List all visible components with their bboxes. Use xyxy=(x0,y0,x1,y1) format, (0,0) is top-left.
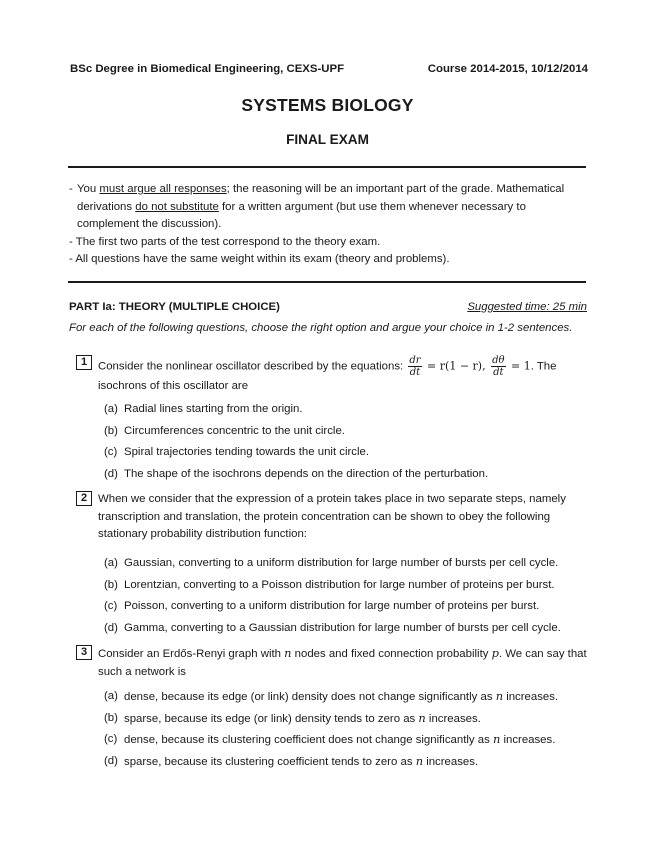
exam-subtitle: FINAL EXAM xyxy=(286,132,369,147)
part-header xyxy=(69,301,587,313)
instructions-notes xyxy=(69,181,587,269)
question-1-options xyxy=(104,402,588,488)
fraction-dr-dt: $\frac{dr}{dt}$ xyxy=(409,355,421,378)
note-same-weight: - All questions have the same weight within its exam (theory and problems). xyxy=(69,253,450,265)
emphasis-must-argue: must argue all responses xyxy=(99,183,227,195)
question-number-box: 1 xyxy=(76,355,92,370)
note-argue: - You must argue all responses; the reasoning will be an important part of the grade. Mathematical derivations do not substitute for a written argument (but use them whenever necessary to complement the discussion). xyxy=(69,183,565,230)
option-d[interactable]: (d) The shape of the isochrons depends on the direction of the perturbation. xyxy=(104,467,489,480)
option-b[interactable]: (b) sparse, because its edge (or link) density tends to zero as n increases. xyxy=(104,710,481,725)
option-c[interactable]: (c) Poisson, converting to a uniform distribution for large number of proteins per burst. xyxy=(104,600,540,612)
suggested-time: Suggested time: 25 min xyxy=(467,301,587,313)
note-theory-parts: - The first two parts of the test correspond to the theory exam. xyxy=(69,235,381,248)
page-header xyxy=(70,63,588,75)
option-b[interactable]: (b) Circumferences concentric to the unit circle. xyxy=(104,424,345,437)
question-text: Consider an Erdős-Renyi graph with n nodes and fixed connection probability p. We can say that such a network is xyxy=(98,646,587,678)
question-3-options xyxy=(104,689,588,775)
option-d[interactable]: (d) Gamma, converting to a Gaussian distribution for large number of bursts per cell cycle. xyxy=(104,621,561,634)
exam-title: SYSTEMS BIOLOGY xyxy=(241,95,414,115)
bottom-divider xyxy=(68,281,586,283)
question-number-box: 2 xyxy=(76,491,92,506)
question-2 xyxy=(76,491,588,544)
option-c[interactable]: (c) Spiral trajectories tending towards the unit circle. xyxy=(104,446,370,458)
option-a[interactable]: (a) Radial lines starting from the origin. xyxy=(104,403,303,415)
header-course-date: Course 2014-2015, 10/12/2014 xyxy=(427,63,588,75)
top-divider xyxy=(68,166,586,168)
note-dash: - xyxy=(69,183,73,195)
question-text: Consider the nonlinear oscillator described by the equations: $\frac{dr}{dt}$ = r(1 − r), $\frac{d\theta}{dt}$ = 1. The isochrons of this oscillator are xyxy=(98,355,557,392)
question-3 xyxy=(76,645,588,681)
fraction-dtheta-dt: $\frac{d\theta}{dt}$ xyxy=(492,355,505,378)
question-2-options xyxy=(104,556,588,642)
option-a[interactable]: (a) dense, because its edge (or link) density does not change significantly as n increases. xyxy=(104,689,559,703)
question-1 xyxy=(76,355,588,396)
header-degree: BSc Degree in Biomedical Engineering, CEXS-UPF xyxy=(70,63,345,75)
option-c[interactable]: (c) dense, because its clustering coefficient does not change significantly as n increases. xyxy=(104,732,556,746)
option-d[interactable]: (d) sparse, because its clustering coefficient tends to zero as n increases. xyxy=(104,753,479,768)
option-a[interactable]: (a) Gaussian, converting to a uniform distribution for large number of bursts per cell cycle. xyxy=(104,557,559,569)
part-instructions: For each of the following questions, choose the right option and argue your choice in 1-2 sentences. xyxy=(69,322,573,334)
question-number-box: 3 xyxy=(76,645,92,660)
question-text: When we consider that the expression of a protein takes place in two separate steps, namely transcription and translation, the protein concentration can be shown to obey the following stationary probability distribution function: xyxy=(98,493,566,540)
option-b[interactable]: (b) Lorentzian, converting to a Poisson distribution for large number of proteins per burst. xyxy=(104,578,555,591)
part-title: PART Ia: THEORY (MULTIPLE CHOICE) xyxy=(69,301,280,313)
emphasis-do-not-substitute: do not substitute xyxy=(135,200,219,213)
